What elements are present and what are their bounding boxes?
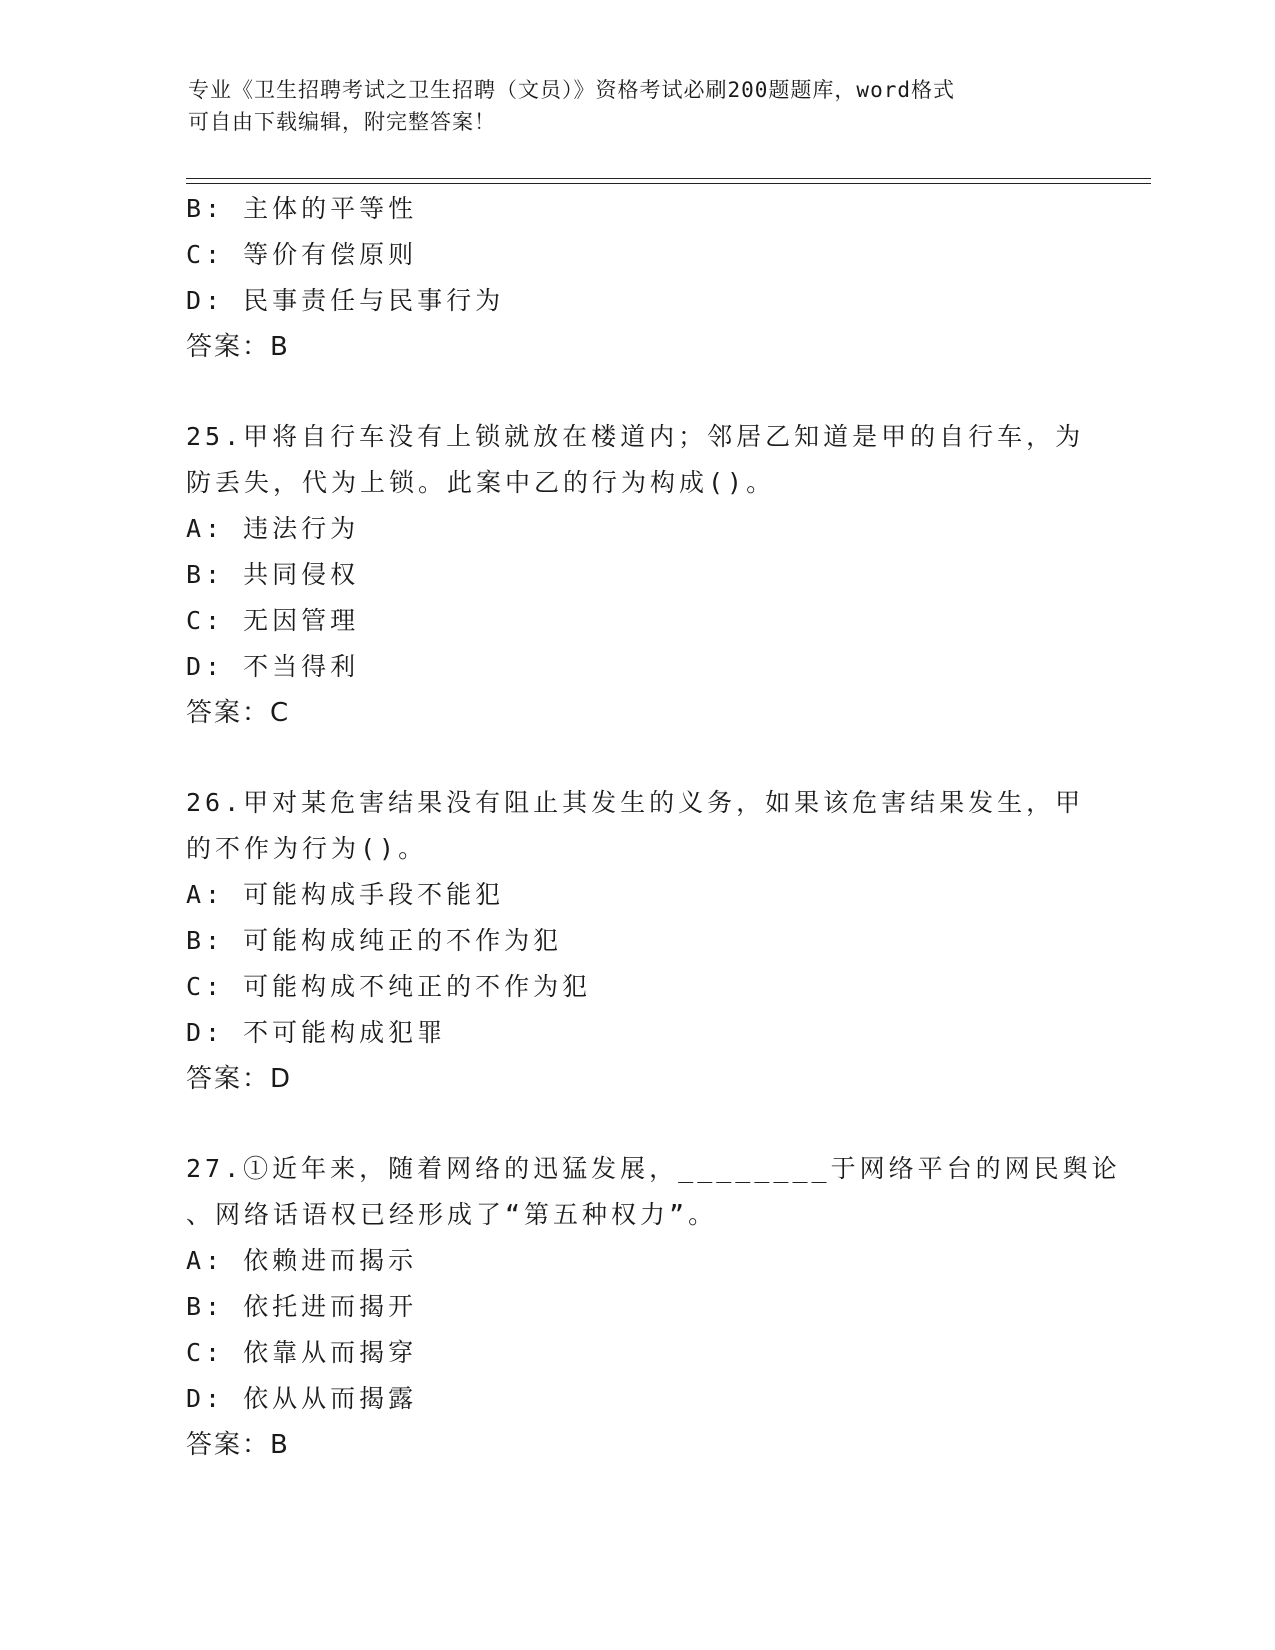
option-c: C: 等价有偿原则	[186, 240, 418, 269]
header-line-2: 可自由下载编辑，附完整答案！	[188, 110, 496, 134]
option-c: C: 无因管理	[186, 606, 360, 635]
answer-line: 答案：C	[186, 698, 291, 728]
option-a: A: 可能构成手段不能犯	[186, 880, 505, 909]
header-line-1: 专业《卫生招聘考试之卫生招聘（文员）》资格考试必刷200题题库，word格式	[188, 78, 955, 102]
option-b: B: 依托进而揭开	[186, 1292, 418, 1321]
question-stem-line: 26.甲对某危害结果没有阻止其发生的义务，如果该危害结果发生，甲	[186, 788, 1085, 817]
question-content	[186, 186, 1121, 1468]
option-b: B: 共同侵权	[186, 560, 360, 589]
question-25	[186, 414, 1086, 736]
answer-line: 答案：B	[186, 332, 290, 362]
option-d: D: 民事责任与民事行为	[186, 286, 505, 315]
question-stem-line: 25.甲将自行车没有上锁就放在楼道内；邻居乙知道是甲的自行车，为	[186, 422, 1085, 451]
option-b: B: 可能构成纯正的不作为犯	[186, 926, 563, 955]
option-d: D: 不当得利	[186, 652, 360, 681]
option-d: D: 不可能构成犯罪	[186, 1018, 447, 1047]
option-b: B: 主体的平等性	[186, 194, 418, 223]
option-c: C: 可能构成不纯正的不作为犯	[186, 972, 592, 1001]
question-24-continued	[186, 186, 1086, 370]
question-26	[186, 780, 1086, 1102]
question-stem-line: 防丢失，代为上锁。此案中乙的行为构成()。	[186, 468, 776, 497]
option-d: D: 依从从而揭露	[186, 1384, 418, 1413]
header-rule	[186, 178, 1151, 184]
document-header	[188, 74, 1068, 138]
question-stem-line: 的不作为行为()。	[186, 834, 428, 863]
option-a: A: 依赖进而揭示	[186, 1246, 418, 1275]
answer-line: 答案：D	[186, 1064, 293, 1094]
option-c: C: 依靠从而揭穿	[186, 1338, 418, 1367]
answer-line: 答案：B	[186, 1430, 290, 1460]
question-stem-line: 、网络话语权已经形成了“第五种权力”。	[186, 1200, 718, 1229]
question-stem-line: 27.①近年来，随着网络的迅猛发展，________于网络平台的网民舆论	[186, 1154, 1121, 1183]
question-27	[186, 1146, 1121, 1468]
option-a: A: 违法行为	[186, 514, 360, 543]
